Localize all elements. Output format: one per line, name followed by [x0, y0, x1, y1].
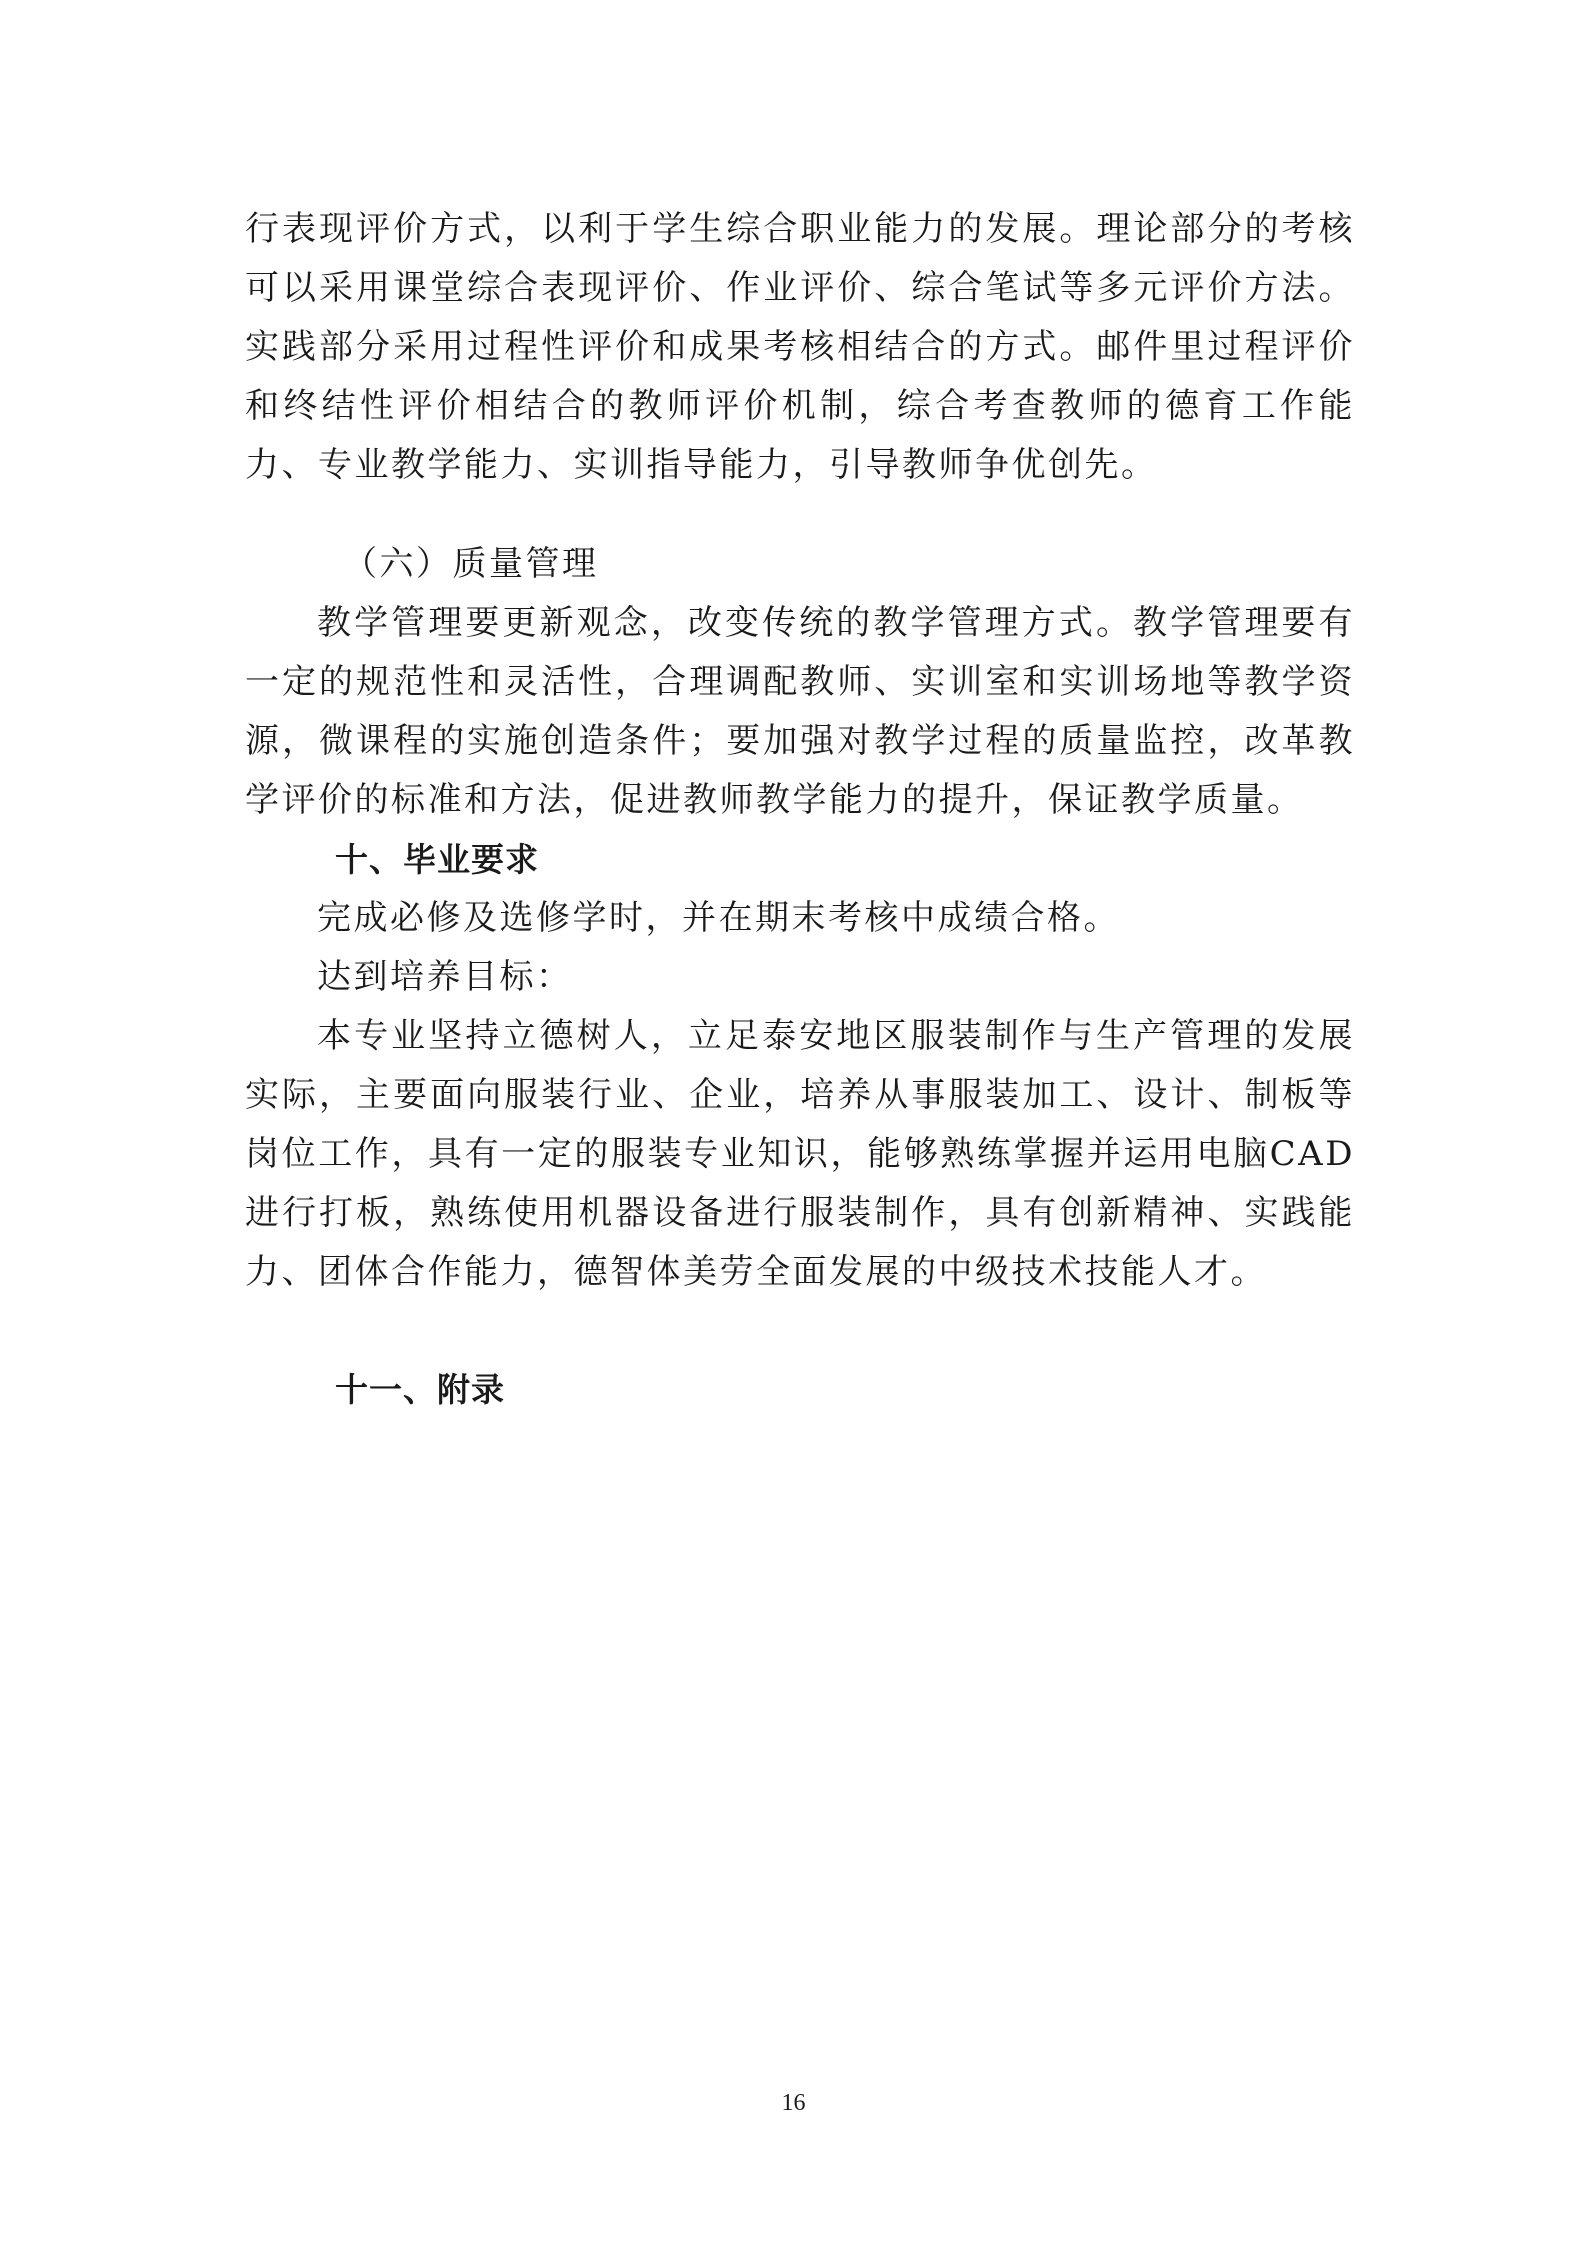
page-content [245, 200, 1355, 1419]
quality-management-heading: （六）质量管理 [343, 544, 599, 584]
evaluation-continuation-paragraph: 行表现评价方式，以利于学生综合职业能力的发展。理论部分的考核可以采用课堂综合表现评价、作业评价、综合笔试等多元评价方法。实践部分采用过程性评价和成果考核相结合的方式。邮件里过程评价和终结性评价相结合的教师评价机制，综合考查教师的德育工作能力、专业教学能力、实训指导能力，引导教师争优创先。 [245, 209, 1355, 485]
appendix-heading: 十一、附录 [335, 1370, 505, 1409]
graduation-credits-line: 完成必修及选修学时，并在期末考核中成绩合格。 [317, 898, 1120, 938]
spacer [245, 495, 1355, 535]
spacer [245, 1302, 1355, 1360]
quality-management-paragraph: 教学管理要更新观念，改变传统的教学管理方式。教学管理要有一定的规范性和灵活性，合理调配教师、实训室和实训场地等教学资源，微课程的实施创造条件；要加强对教学过程的质量监控，改革教学评价的标准和方法，促进教师教学能力的提升，保证教学质量。 [245, 603, 1355, 820]
page-number: 16 [781, 2090, 806, 2116]
graduation-requirements-heading: 十、毕业要求 [335, 840, 539, 879]
graduation-goals-paragraph: 本专业坚持立德树人，立足泰安地区服装制作与生产管理的发展实际，主要面向服装行业、企业，培养从事服装加工、设计、制板等岗位工作，具有一定的服装专业知识，能够熟练掌握并运用电脑CAD进行打板，熟练使用机器设备进行服装制作，具有创新精神、实践能力、团体合作能力，德智体美劳全面发展的中级技术技能人才。 [245, 1016, 1355, 1292]
graduation-goals-line: 达到培养目标： [317, 957, 573, 997]
